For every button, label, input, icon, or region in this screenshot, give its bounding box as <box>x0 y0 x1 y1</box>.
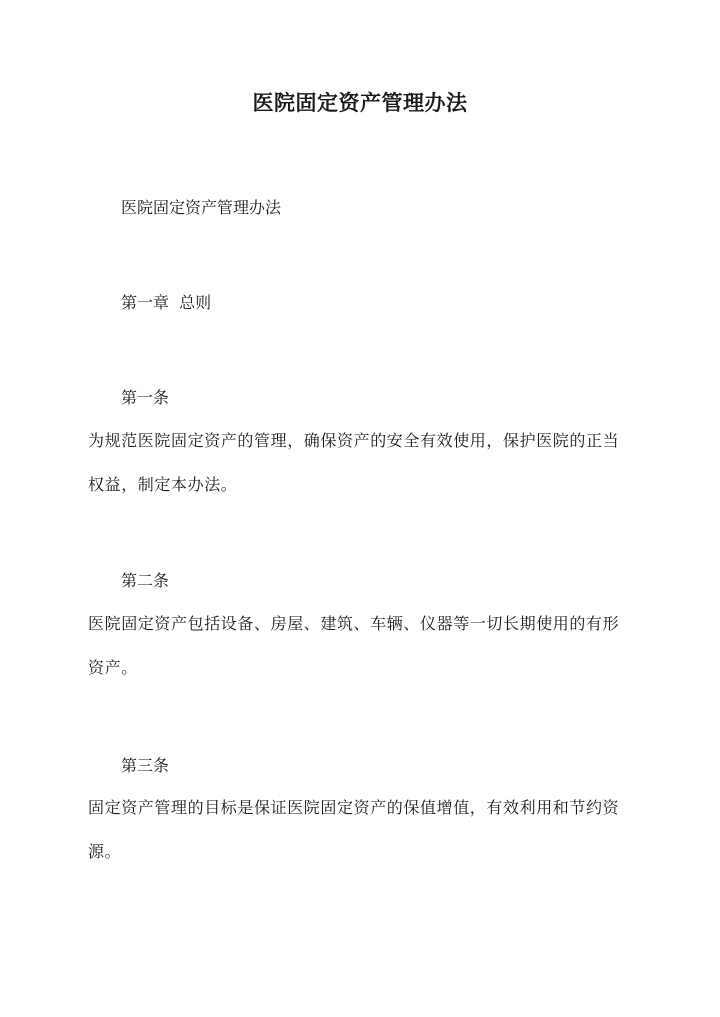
document-subtitle: 医院固定资产管理办法 <box>121 198 282 217</box>
article-3-line-2: 源。 <box>88 842 122 861</box>
article-2-line-2: 资产。 <box>88 658 138 677</box>
article-heading-2: 第二条 <box>121 571 170 590</box>
article-body-1 <box>88 419 633 507</box>
article-1-line-2: 权益，制定本办法。 <box>88 475 238 494</box>
article-1-line-1: 为规范医院固定资产的管理，确保资产的安全有效使用，保护医院的正当 <box>88 431 620 450</box>
document-title: 医院固定资产管理办法 <box>252 90 468 115</box>
article-heading-1: 第一条 <box>121 388 170 407</box>
article-heading-3: 第三条 <box>121 756 170 775</box>
article-3-line-1: 固定资产管理的目标是保证医院固定资产的保值增值，有效利用和节约资 <box>88 798 620 817</box>
chapter-heading: 第一章 总则 <box>121 293 212 312</box>
article-body-3 <box>88 786 633 874</box>
article-2-line-1: 医院固定资产包括设备、房屋、建筑、车辆、仪器等一切长期使用的有形 <box>88 614 620 633</box>
article-body-2 <box>88 602 633 690</box>
